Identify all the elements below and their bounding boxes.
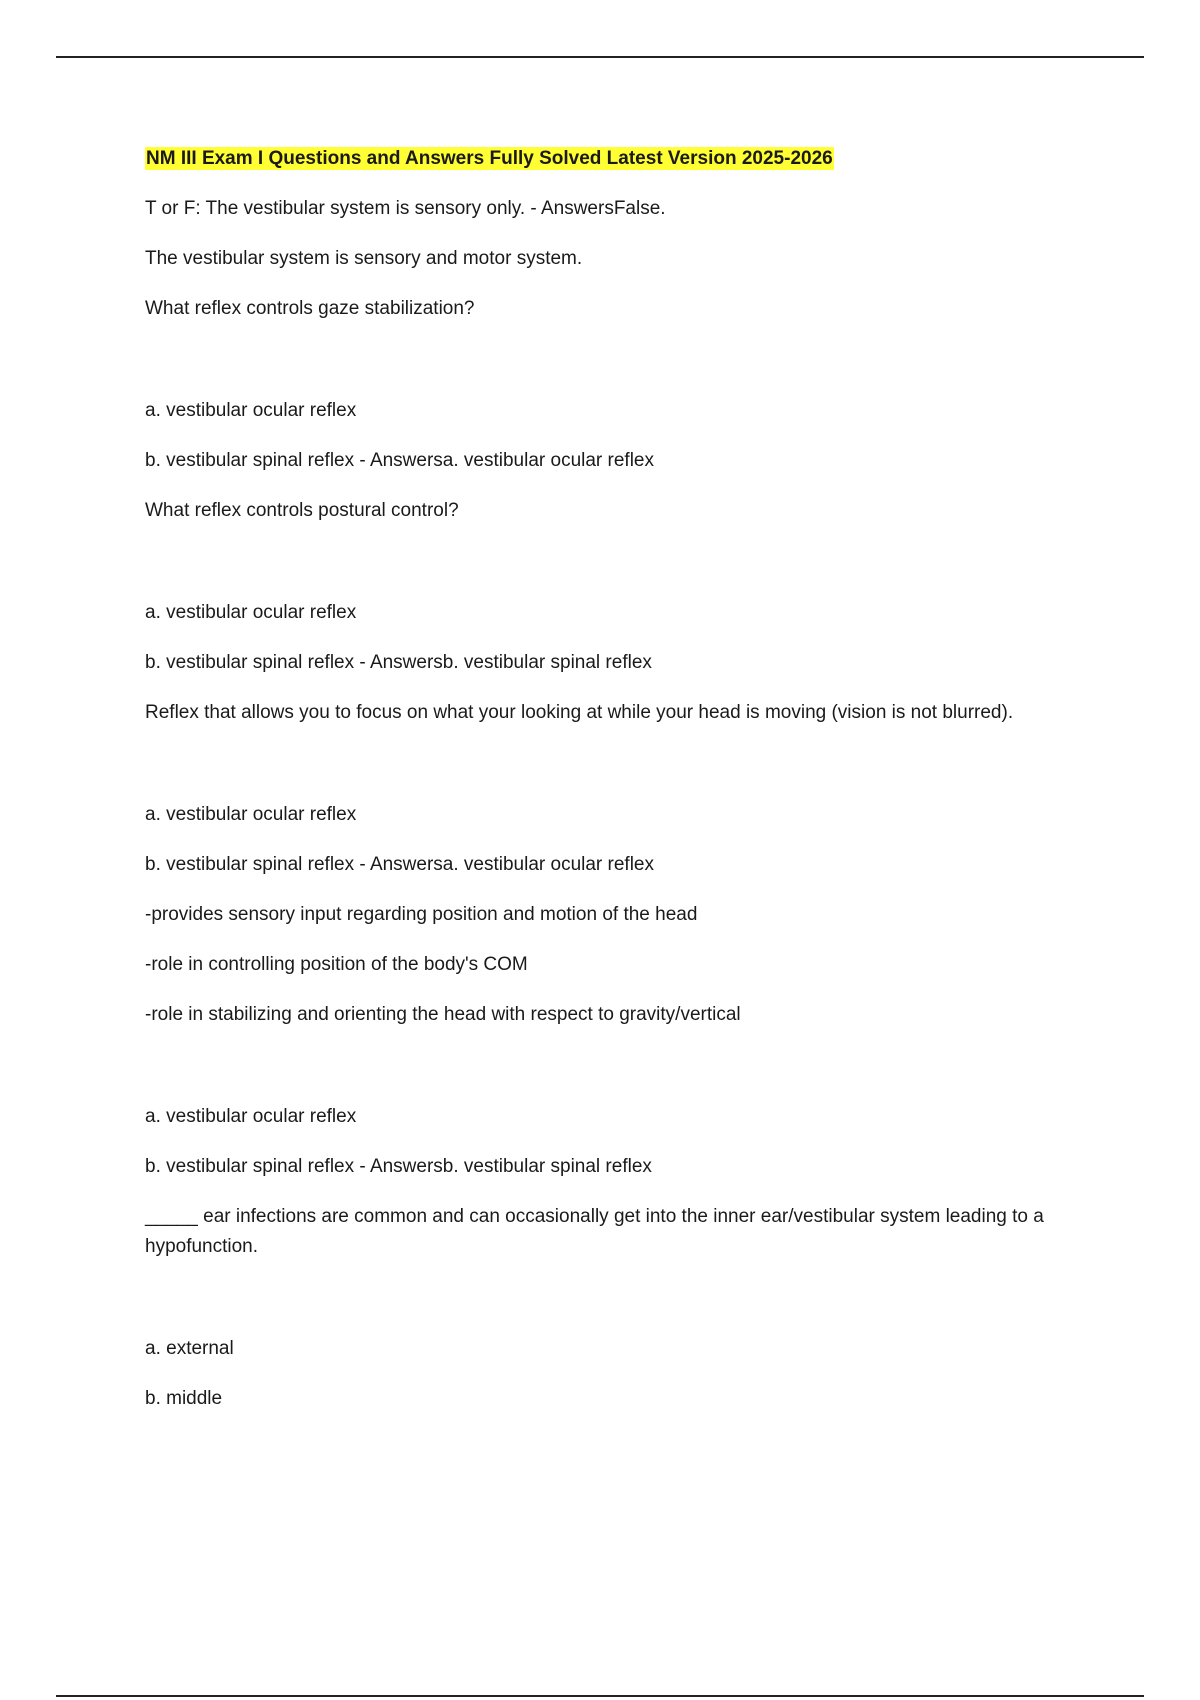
option-answer-paragraph: b. vestibular spinal reflex - Answersb. vestibular spinal reflex	[145, 1156, 652, 1177]
question-paragraph: Reflex that allows you to focus on what your looking at while your head is moving (vision is not blurred).	[145, 702, 1014, 723]
spacer	[145, 748, 1085, 800]
option-paragraph: a. vestibular ocular reflex	[145, 400, 357, 421]
question-paragraph	[145, 1202, 1085, 1262]
question-paragraph: -provides sensory input regarding position and motion of the head	[145, 904, 698, 925]
option-answer-paragraph: b. vestibular spinal reflex - Answersa. vestibular ocular reflex	[145, 450, 655, 471]
option-paragraph: a. vestibular ocular reflex	[145, 602, 357, 623]
title-line	[145, 144, 1085, 174]
option-paragraph: a. external	[145, 1338, 234, 1359]
option-answer-paragraph: b. vestibular spinal reflex - Answersb. vestibular spinal reflex	[145, 652, 652, 673]
bottom-rule	[56, 1695, 1144, 1697]
question-paragraph: -role in controlling position of the body's COM	[145, 954, 528, 975]
question-text: ear infections are common and can occasionally get into the inner ear/vestibular system leading to a hypofunction.	[145, 1206, 1044, 1257]
top-rule	[56, 56, 1144, 58]
spacer	[145, 1282, 1085, 1334]
spacer	[145, 1050, 1085, 1102]
spacer	[145, 546, 1085, 598]
document-body	[145, 144, 1085, 1434]
option-answer-paragraph: b. vestibular spinal reflex - Answersa. vestibular ocular reflex	[145, 854, 655, 875]
question-paragraph: What reflex controls gaze stabilization?	[145, 298, 475, 319]
fill-in-blank: _____	[145, 1206, 198, 1227]
spacer	[145, 344, 1085, 396]
option-paragraph: b. middle	[145, 1388, 223, 1409]
answer-paragraph: The vestibular system is sensory and motor system.	[145, 248, 583, 269]
option-paragraph: a. vestibular ocular reflex	[145, 804, 357, 825]
question-paragraph: What reflex controls postural control?	[145, 500, 459, 521]
option-paragraph: a. vestibular ocular reflex	[145, 1106, 357, 1127]
document-title: NM III Exam I Questions and Answers Fully Solved Latest Version 2025-2026	[146, 148, 833, 169]
question-paragraph: -role in stabilizing and orienting the head with respect to gravity/vertical	[145, 1004, 741, 1025]
question-paragraph: T or F: The vestibular system is sensory only. - AnswersFalse.	[145, 198, 666, 219]
